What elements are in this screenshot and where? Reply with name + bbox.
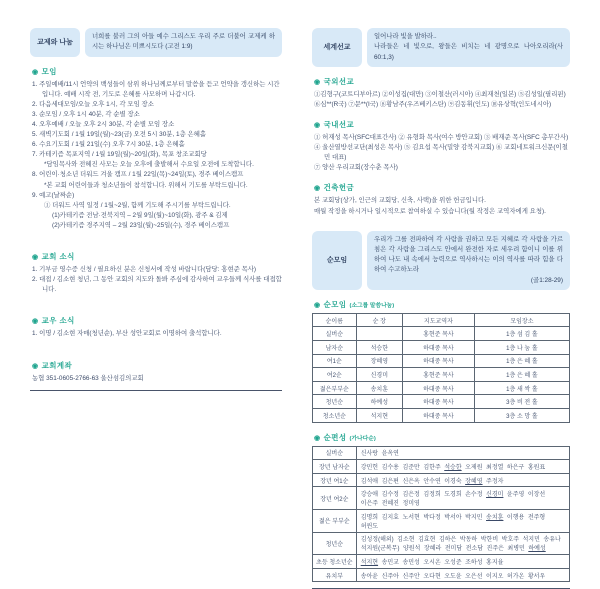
section-bullet-icon: ◉ bbox=[314, 121, 321, 129]
member-name: 주정자 bbox=[486, 478, 504, 485]
table-row bbox=[313, 354, 570, 368]
table-cell: 청소년순 bbox=[313, 409, 357, 423]
table-cell: 3층 소 망 홀 bbox=[474, 409, 569, 423]
member-name: 신사랑 bbox=[360, 451, 379, 458]
section-title: 모임 bbox=[41, 66, 57, 76]
member-name: 허가온 bbox=[506, 573, 525, 580]
member-name: 전주형 bbox=[527, 514, 546, 521]
text-line: 9. 예고(날짜순) bbox=[32, 191, 75, 199]
sunmoim-verse-box bbox=[367, 231, 570, 290]
member-name: 오성준 bbox=[444, 559, 462, 566]
table-row bbox=[313, 327, 570, 341]
table-cell: 1층 섬 김 홀 bbox=[474, 327, 569, 341]
sunmoim-verse-reference: (골1:28-29) bbox=[530, 276, 563, 284]
member-name: 강민헌 bbox=[360, 465, 379, 472]
member-name: 양원석 bbox=[402, 546, 421, 553]
roster-group-label: 초등 청소년순 bbox=[313, 555, 357, 569]
table-row bbox=[313, 381, 570, 395]
member-name: 김준만 bbox=[402, 465, 420, 472]
section-bullet-icon: ◉ bbox=[314, 185, 321, 193]
member-name: 김소현 bbox=[397, 537, 415, 544]
table-cell: 하대중 목사 bbox=[402, 354, 474, 368]
table-cell: 하대중 목사 bbox=[402, 341, 474, 355]
table-cell: 장혜영 bbox=[356, 354, 402, 368]
member-name: 송민성 bbox=[402, 559, 420, 566]
section-church-account bbox=[30, 360, 282, 391]
section-title: 교우 소식 bbox=[41, 316, 75, 326]
overseas-missionary-list bbox=[314, 90, 570, 110]
roster-members bbox=[356, 510, 569, 533]
member-name: 김한주 bbox=[423, 465, 441, 472]
left-page-divider-line bbox=[30, 390, 282, 391]
member-name: 노서현 bbox=[402, 514, 420, 521]
text-line: ①김형구(코트디부아르) ②이성집(대만) ③이철산(러시아) ④최재천(일본) ⑤김성일(필리핀) bbox=[314, 90, 566, 98]
column-header: 순이름 bbox=[313, 313, 357, 327]
member-name: 김하은 bbox=[438, 537, 457, 544]
column-header: 순 장 bbox=[356, 313, 402, 327]
table-cell: 청년순 bbox=[313, 395, 357, 409]
member-name: 석승한 bbox=[444, 465, 462, 472]
roster-group-label: 청년순 bbox=[313, 532, 357, 555]
table-cell: 석승한 bbox=[356, 341, 402, 355]
section-heading-overseas bbox=[314, 76, 570, 87]
section-heading-roster bbox=[314, 432, 570, 443]
sunmoim-verse: 우리가 그를 전파하여 각 사람을 권하고 모든 지혜로 각 사람을 가르침은 각 사람을 그리스도 안에서 완전한 자로 세우려 함이니 이를 위하여 나도 내 속에서 능력으로 역사하시는 이의 역사를 따라 힘을 다하여 수고하노라 bbox=[374, 235, 563, 274]
roster-row bbox=[313, 510, 570, 533]
member-name: 오다현 bbox=[423, 573, 441, 580]
text-line: 8. 어린이·청소년 더워드 겨울 캠프 / 1월 22일(목)~24일(토), 경주 베이스캠프 bbox=[32, 171, 244, 179]
world-mission-verse-line1: 일어나라 빛을 발하라.. bbox=[374, 33, 437, 40]
domestic-missionary-list bbox=[314, 133, 570, 173]
section-heading-building bbox=[314, 182, 570, 193]
member-name: 오시온 bbox=[423, 559, 441, 566]
text-line: 본 교회당(상가, 인근의 교회당, 신축, 사택)을 위한 헌금입니다. bbox=[314, 197, 486, 205]
text-line: 2. 대접 / 김소현 청년, 그 동안 교회의 지도와 돌봐 주심에 감사하여 교우들께 식사를 대접합니다. bbox=[32, 276, 282, 294]
member-name: 홍원표 bbox=[527, 465, 546, 472]
table-cell: 여2순 bbox=[313, 368, 357, 382]
world-mission-label: 세계선교 bbox=[312, 28, 362, 67]
text-line: *담임목사와 전혜진 사모는 오늘 오후에 출발해서 수요일 오전에 도착합니다. bbox=[44, 161, 254, 169]
roster-row bbox=[313, 532, 570, 555]
member-name: 오은선 bbox=[465, 573, 483, 580]
section-bullet-icon: ◉ bbox=[32, 68, 39, 76]
table-cell: 젊은부부순 bbox=[313, 381, 357, 395]
section-title: 건축헌금 bbox=[323, 183, 355, 193]
section-title: 국내선교 bbox=[323, 119, 355, 129]
member-name: 김성정(해외) bbox=[360, 537, 394, 544]
text-line: 3. 순모임 / 오후 1시 40분, 각 순별 장소 bbox=[32, 110, 140, 118]
roster-row bbox=[313, 555, 570, 569]
member-name: 신경미 bbox=[486, 492, 504, 499]
section-overseas-mission bbox=[312, 76, 570, 110]
member-name: 송유나 bbox=[543, 537, 561, 544]
table-row bbox=[313, 409, 570, 423]
table-cell: 여1순 bbox=[313, 354, 357, 368]
member-name: 석지원(군복무) bbox=[360, 546, 400, 553]
roster-members bbox=[356, 460, 569, 474]
text-line: ① 더워드 사역 일정 / 1월~2월, 함께 기도해 주시기를 부탁드립니다. bbox=[44, 201, 231, 209]
roster-members bbox=[356, 555, 569, 569]
member-name: 윤주영 bbox=[506, 492, 525, 499]
text-line: ④ 울산열방선교단(최성은 목사) ⑤ 김요섭 목사(밀양 감북지교회) ⑥ 교회네트워크신문(이철민 대표) bbox=[314, 144, 568, 162]
meetings-list bbox=[32, 80, 282, 232]
section-domestic-mission bbox=[312, 119, 570, 173]
roster-group-label: 실버순 bbox=[313, 446, 357, 460]
section-bullet-icon: ◉ bbox=[314, 301, 321, 309]
table-cell: 석지현 bbox=[356, 409, 402, 423]
sunmoim-label: 순모임 bbox=[312, 231, 362, 290]
left-page bbox=[30, 28, 282, 589]
section-building-offering bbox=[312, 182, 570, 216]
section-heading-meetings bbox=[32, 66, 282, 77]
text-line: 1. 기부금 영수증 신청 / 필요하신 분은 신청서에 작성 바랍니다(담당: 홍현준 목사) bbox=[32, 266, 257, 274]
right-page bbox=[312, 28, 570, 589]
section-heading-sunmoim bbox=[314, 299, 570, 310]
roster-table bbox=[312, 446, 570, 583]
member-name: 김은정 bbox=[402, 492, 420, 499]
member-name: 전소담 bbox=[465, 546, 484, 553]
section-heading-church-account bbox=[32, 360, 282, 371]
roster-members bbox=[356, 568, 569, 582]
section-heading-domestic bbox=[314, 119, 570, 130]
table-row bbox=[313, 395, 570, 409]
member-name: 이장선 bbox=[527, 492, 546, 499]
member-name: 석지현 bbox=[360, 559, 379, 566]
member-name: 윤옥연 bbox=[381, 451, 399, 458]
roster-group-label: 유치부 bbox=[313, 568, 357, 582]
member-name: 손수정 bbox=[465, 492, 483, 499]
sunmoim-table-header-row bbox=[313, 313, 570, 327]
world-mission-verse bbox=[367, 28, 570, 67]
member-name: 김수정 bbox=[381, 492, 399, 499]
fellowship-verse: 너희를 불러 그의 아들 예수 그리스도 우리 주로 더불어 교제케 하시는 하나님은 미쁘시도다 (고전 1:9) bbox=[85, 28, 282, 57]
table-cell: 하대중 목사 bbox=[402, 395, 474, 409]
section-title-suffix: (소그룹 말씀나눔) bbox=[349, 302, 395, 309]
table-cell: 1층 새 싹 홀 bbox=[474, 381, 569, 395]
member-name: 박한비 bbox=[480, 537, 499, 544]
text-line: 7. 카테키즘 목포지역 / 1월 19일(월)~20일(화), 목포 창조교회당 bbox=[32, 151, 207, 159]
church-news-list bbox=[32, 265, 282, 295]
fellowship-header-box bbox=[30, 28, 282, 57]
table-cell: 남자순 bbox=[313, 341, 357, 355]
text-line: (2)카테키즘 경주지역 – 2월 23일(월)~25일(수), 경주 베이스캠프 bbox=[52, 222, 230, 230]
table-cell bbox=[356, 327, 402, 341]
member-name: 송치훈 bbox=[486, 514, 504, 521]
member-name: 진주은 bbox=[486, 546, 504, 553]
text-line: 매월 작정을 하시거나 일시적으로 참여하실 수 있습니다(월 작정은 교역자에게 요청). bbox=[314, 207, 546, 215]
table-cell: 하대중 목사 bbox=[402, 409, 474, 423]
member-name: 하예성 bbox=[528, 546, 546, 553]
member-name: 이경숙 bbox=[444, 478, 462, 485]
world-mission-header-box bbox=[312, 28, 570, 67]
section-member-news bbox=[30, 315, 282, 339]
roster-group-label: 장년 여1순 bbox=[313, 473, 357, 487]
roster-members bbox=[356, 473, 569, 487]
table-cell: 1층 은 혜 홀 bbox=[474, 354, 569, 368]
text-line: 5. 새벽기도회 / 1월 19일(월)~23(금) 오전 5시 30분, 1층 은혜홀 bbox=[32, 131, 207, 139]
table-cell: 송치훈 bbox=[356, 381, 402, 395]
text-line: ⑥심**(R국) ⑦문**(I국) ⑧황남주(우즈베키스탄) ⑨김동휘(인도) ⑩유상혁(인도네시아) bbox=[314, 100, 552, 108]
table-cell: 하대중 목사 bbox=[402, 381, 474, 395]
section-bullet-icon: ◉ bbox=[32, 318, 39, 326]
table-cell: 실버순 bbox=[313, 327, 357, 341]
member-name: 홍지율 bbox=[486, 559, 504, 566]
member-name: 오제원 bbox=[465, 465, 483, 472]
member-name: 석지민 bbox=[522, 537, 540, 544]
section-bullet-icon: ◉ bbox=[314, 434, 321, 442]
section-bullet-icon: ◉ bbox=[32, 254, 39, 262]
section-title-suffix: (가나다순) bbox=[349, 435, 376, 442]
table-cell: 하예성 bbox=[356, 395, 402, 409]
column-header: 지도교역자 bbox=[402, 313, 474, 327]
section-roster bbox=[312, 432, 570, 589]
member-name: 이은주 bbox=[360, 501, 379, 508]
roster-group-label: 장년 여2순 bbox=[313, 487, 357, 510]
text-line: (1)카테키즘 전남·전북지역 – 2월 9일(월)~10일(화), 광주 & 김제 bbox=[52, 211, 228, 219]
table-cell: 신경미 bbox=[356, 368, 402, 382]
table-cell: 홍현준 목사 bbox=[402, 327, 474, 341]
member-name: 김명희 bbox=[360, 514, 379, 521]
roster-row bbox=[313, 446, 570, 460]
table-cell: 3층 비 전 홀 bbox=[474, 395, 569, 409]
building-offering-text bbox=[314, 196, 570, 216]
member-name: 강승애 bbox=[360, 492, 379, 499]
fellowship-label: 교제와 나눔 bbox=[30, 28, 80, 57]
text-line: 농협 351-0605-2766-63 울산섬김의교회 bbox=[32, 374, 144, 382]
table-cell: 1층 은 혜 홀 bbox=[474, 368, 569, 382]
member-name: 장혜영 bbox=[465, 478, 483, 485]
section-title: 국외선교 bbox=[323, 76, 355, 86]
member-name: 오도윤 bbox=[444, 573, 462, 580]
member-name: 최정열 bbox=[486, 465, 504, 472]
section-title: 순편성 bbox=[323, 432, 347, 442]
member-name: 김효현 bbox=[418, 537, 436, 544]
section-heading-church-news bbox=[32, 251, 282, 262]
section-meetings bbox=[30, 66, 282, 232]
member-name: 허윈도 bbox=[360, 523, 379, 530]
member-name: 김은편 bbox=[381, 478, 399, 485]
member-name: 박다정 bbox=[423, 514, 441, 521]
member-name: 김수용 bbox=[381, 465, 399, 472]
member-news-list bbox=[32, 329, 282, 339]
member-name: 정미영 bbox=[402, 501, 420, 508]
roster-group-label: 젊은 부부순 bbox=[313, 510, 357, 533]
member-name: 박동하 bbox=[459, 537, 478, 544]
member-name: 송민교 bbox=[381, 559, 399, 566]
roster-row bbox=[313, 473, 570, 487]
roster-group-label: 장년 남자순 bbox=[313, 460, 357, 474]
text-line: 6. 수요기도회 / 1월 21일(수) 오후 7시 30분, 1층 은혜홀 bbox=[32, 141, 185, 149]
roster-members bbox=[356, 446, 569, 460]
roster-members bbox=[356, 487, 569, 510]
roster-row bbox=[313, 460, 570, 474]
member-name: 신주안 bbox=[402, 573, 420, 580]
text-line: ① 허재성 목사(SFC대표간사) ② 유형화 목사(여수 방안교회) ③ 배재준 목사(SFC 총무간사) bbox=[314, 133, 569, 141]
member-name: 신주아 bbox=[381, 573, 399, 580]
member-name: 하은구 bbox=[506, 465, 525, 472]
member-name: 황서우 bbox=[527, 573, 546, 580]
text-line: *본 교회 어린이들과 청소년들이 참석합니다. 위해서 기도를 부탁드립니다. bbox=[44, 181, 248, 189]
member-name: 전혜진 bbox=[381, 501, 399, 508]
table-row bbox=[313, 368, 570, 382]
member-name: 이지오 bbox=[486, 573, 504, 580]
roster-row bbox=[313, 568, 570, 582]
section-bullet-icon: ◉ bbox=[32, 362, 39, 370]
text-line: ⑦ 양산 우리교회(장수춘 목사) bbox=[314, 164, 398, 172]
member-name: 신은옥 bbox=[402, 478, 420, 485]
section-title: 교회 소식 bbox=[41, 252, 75, 262]
section-title: 교회계좌 bbox=[41, 360, 73, 370]
sunmoim-header-box bbox=[312, 231, 570, 290]
table-cell: 홍현준 목사 bbox=[402, 368, 474, 382]
table-row bbox=[313, 341, 570, 355]
church-account-line bbox=[32, 374, 282, 384]
section-bullet-icon: ◉ bbox=[314, 78, 321, 86]
table-cell: 1층 나 눔 홀 bbox=[474, 341, 569, 355]
section-title: 순모임 bbox=[323, 299, 347, 309]
text-line: 2. 다음세대모임/오늘 오후 1시, 각 모임 장소 bbox=[32, 100, 154, 108]
member-name: 전미담 bbox=[444, 546, 463, 553]
member-name: 안수연 bbox=[423, 478, 441, 485]
section-sunmoim-table bbox=[312, 299, 570, 423]
roster-members bbox=[356, 532, 569, 555]
section-church-news bbox=[30, 251, 282, 295]
member-name: 박호주 bbox=[501, 537, 520, 544]
member-name: 박지민 bbox=[465, 514, 483, 521]
text-line: 1. 주일예배/11시 언약의 백성들이 삼위 하나님께로부터 말씀을 듣고 언약을 갱신하는 시간입니다. 예배 시작 전, 기도로 은혜를 사모하며 나갑시다. bbox=[32, 80, 280, 98]
member-name: 이행용 bbox=[506, 514, 525, 521]
roster-row bbox=[313, 487, 570, 510]
world-mission-verse-line2: 나라들은 네 빛으로, 왕들은 비치는 네 광명으로 나아오리라(사60:1,3) bbox=[374, 43, 563, 61]
member-name: 김정희 bbox=[423, 492, 441, 499]
member-name: 최병민 bbox=[507, 546, 525, 553]
member-name: 박서아 bbox=[444, 514, 462, 521]
section-heading-member-news bbox=[32, 315, 282, 326]
member-name: 송아윤 bbox=[360, 573, 379, 580]
member-name: 도경희 bbox=[444, 492, 462, 499]
member-name: 김지효 bbox=[381, 514, 399, 521]
member-name: 김석애 bbox=[360, 478, 379, 485]
text-line: 4. 오후예배 / 오늘 오후 2시 30분, 각 순별 모임 장소 bbox=[32, 120, 175, 128]
text-line: 1. 이명 / 김소현 자매(청년순), 부산 성안교회로 이명하여 출석합니다. bbox=[32, 330, 222, 338]
sunmoim-table bbox=[312, 313, 570, 423]
member-name: 장혜라 bbox=[423, 546, 442, 553]
member-name: 조하성 bbox=[465, 559, 483, 566]
column-header: 모임장소 bbox=[474, 313, 569, 327]
